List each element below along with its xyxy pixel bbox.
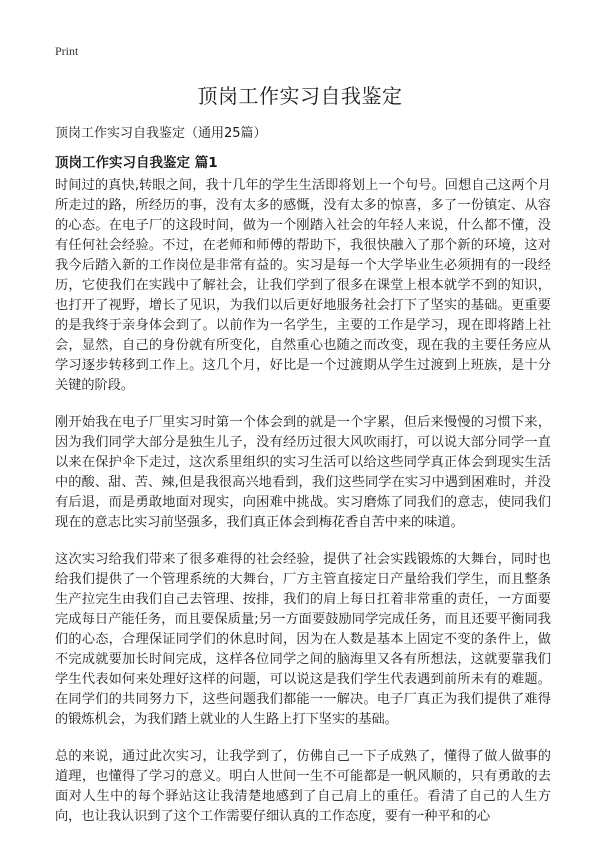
paragraph: 时间过的真快,转眼之间，我十几年的学生生活即将划上一个句号。回想自己这两个月所走过的路，所经历的事，没有太多的感慨，没有太多的惊喜，多了一份镇定、从容的心态。在电子厂的这段时间，做为一个刚踏入社会的年轻人来说，什么都不懂，没有任何社会经验。不过，在老师和师傅的帮助下，我很快融入了那个新的环境，这对我今后踏入新的工作岗位是非常有益的。实习是每一个大学毕业生必须拥有的一段经历，它使我们在实践中了解社会，让我们学到了很多在课堂上根本就学不到的知识，也打开了视野，增长了见识，为我们以后更好地服务社会打下了坚实的基础。更重要的是我终于亲身体会到了。以前作为一名学生，主要的工作是学习，现在即将踏上社会，显然，自己的身份就有所变化，自然重心也随之而改变，现在我的主要任务应从学习逐步转移到工作上。这几个月，好比是一个过渡期从学生过渡到上班族，是十分关键的阶段。 [55,178,551,393]
document-body [55,176,551,844]
document-subtitle: 顶岗工作实习自我鉴定（通用25篇） [55,126,267,141]
print-link[interactable]: Print [55,44,79,58]
paragraph: 刚开始我在电子厂里实习时第一个体会到的就是一个字累，但后来慢慢的习惯下来，因为我们同学大部分是独生儿子，没有经历过很大风吹雨打，可以说大部分同学一直以来在保护伞下走过，这次系里组织的实习生活可以给这些同学真正体会到现实生活中的酸、甜、苦、辣,但是我很高兴地看到，我们这些同学在实习中遇到困难时，并没有后退，而是勇敢地面对现实，向困难中挑战。实习磨炼了同我们的意志，使同我们现在的意志比实习前坚强多，我们真正体会到梅花香自苦中来的味道。 [55,415,551,530]
paragraph: 这次实习给我们带来了很多难得的社会经验，提供了社会实践锻炼的大舞台，同时也给我们提供了一个管理系统的大舞台，厂方主管直接定日产量给我们学生，而且整条生产拉完生由我们自己去管理、按排，我们的肩上每日扛着非常重的责任，一方面要完成每日产能任务，而且要保质量;另一方面要鼓励同学完成任务，而且还要平衡同我们的心态，合理保证同学们的休息时间，因为在人数是基本上固定不变的条件上，做不完成就要加长时间完成，这样各位同学之间的脑海里又各有所想法，这就要靠我们学生代表如何来处理好这样的问题，可以说这是我们学生代表遇到前所未有的难题。在同学们的共同努力下，这些问题我们都能一一解决。电子厂真正为我们提供了难得的锻炼机会，为我们踏上就业的人生路上打下坚实的基础。 [55,552,551,727]
paragraph: 总的来说，通过此次实习，让我学到了，仿佛自己一下子成熟了，懂得了做人做事的道理，也懂得了学习的意义。明白人世间一生不可能都是一帆风顺的，只有勇敢的去面对人生中的每个驿站这让我清楚地感到了自己肩上的重任。看清了自己的人生方向，也让我认识到了这个工作需要仔细认真的工作态度，要有一种平和的心 [55,749,551,824]
document-title: 顶岗工作实习自我鉴定 [197,84,403,108]
section-heading: 顶岗工作实习自我鉴定 篇1 [55,155,218,171]
